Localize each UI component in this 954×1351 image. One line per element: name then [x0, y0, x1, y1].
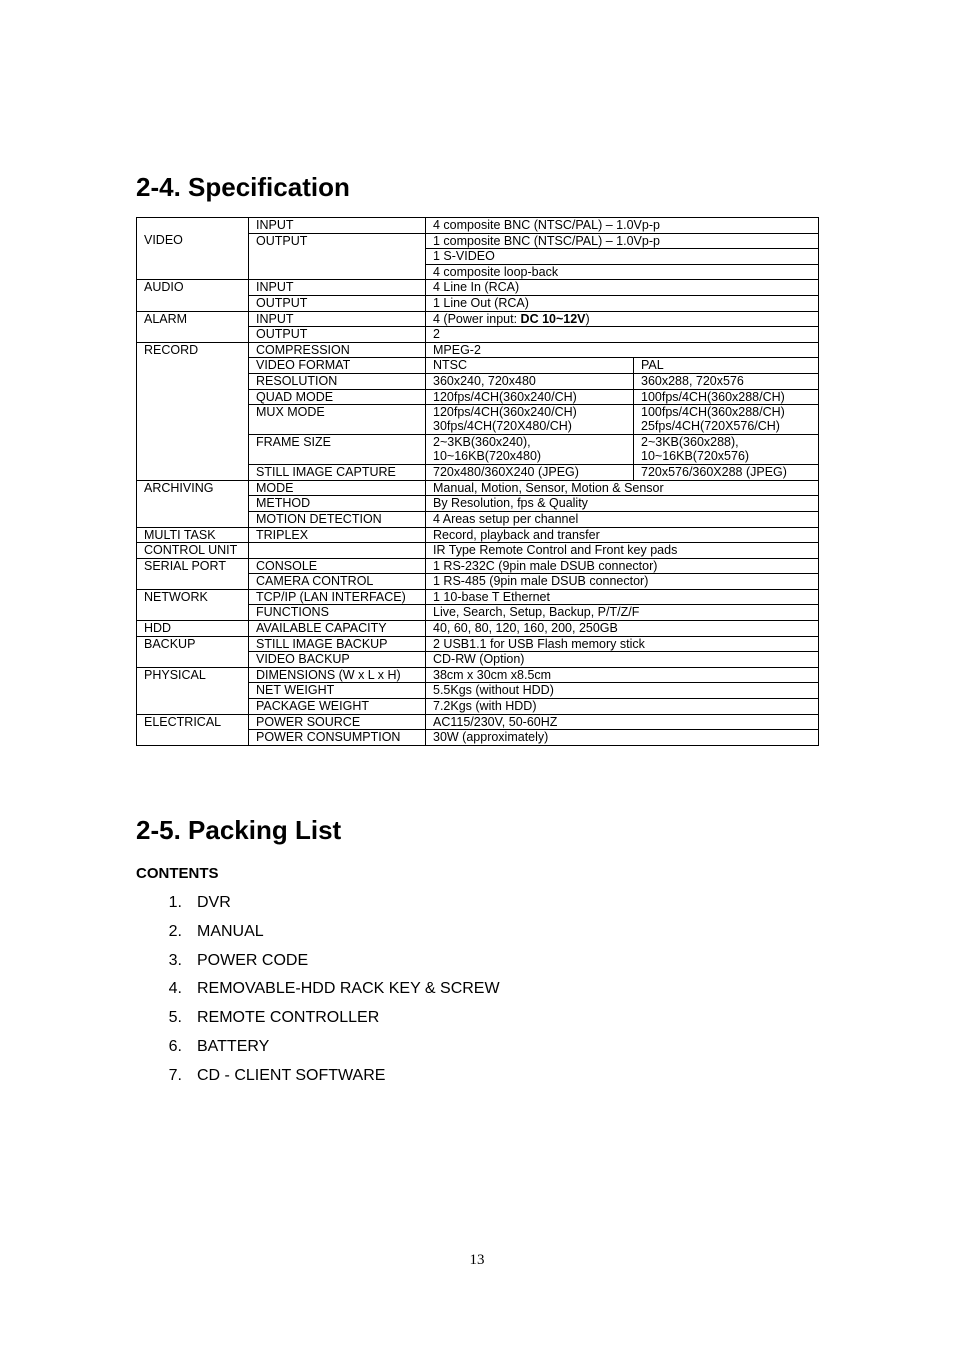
spec-value-line: NTSC	[433, 358, 468, 373]
spec-row	[137, 543, 819, 559]
spec-value-line: 1 10-base T Ethernet	[433, 589, 550, 604]
spec-category	[137, 496, 249, 512]
spec-item: STILL IMAGE BACKUP	[249, 636, 426, 652]
spec-category	[137, 405, 249, 435]
spec-row	[137, 589, 819, 605]
spec-value	[426, 342, 819, 358]
packing-item-text: DVR	[197, 894, 231, 911]
spec-value-line: 360x288, 720x576	[641, 373, 744, 388]
spec-row	[137, 465, 819, 481]
spec-value	[426, 730, 819, 746]
spec-row	[137, 558, 819, 574]
spec-value-line: 1 S-VIDEO	[433, 249, 495, 264]
spec-item: MUX MODE	[249, 405, 426, 435]
page-number: 13	[469, 1252, 485, 1268]
spec-value-line: 30fps/4CH(720X480/CH)	[433, 419, 572, 434]
spec-category: AUDIO	[137, 280, 249, 296]
spec-row	[137, 218, 819, 234]
spec-value-line: Live, Search, Setup, Backup, P/T/Z/F	[433, 605, 640, 620]
spec-row	[137, 327, 819, 343]
spec-value-text: )	[585, 311, 590, 326]
spec-value-line: IR Type Remote Control and Front key pads	[433, 543, 678, 558]
spec-item: OUTPUT	[249, 233, 426, 249]
spec-row	[137, 699, 819, 715]
spec-category	[137, 730, 249, 746]
spec-value-line: By Resolution, fps & Quality	[433, 496, 588, 511]
spec-item	[249, 249, 426, 265]
spec-category	[137, 249, 249, 265]
specification-table	[136, 217, 819, 746]
spec-category	[137, 605, 249, 621]
spec-row	[137, 636, 819, 652]
spec-value	[426, 558, 819, 574]
spec-category: CONTROL UNIT	[137, 543, 249, 559]
spec-value-line: 360x240, 720x480	[433, 373, 536, 388]
spec-item: MOTION DETECTION	[249, 511, 426, 527]
spec-item: TCP/IP (LAN INTERFACE)	[249, 589, 426, 605]
spec-category: HDD	[137, 621, 249, 637]
spec-value	[426, 621, 819, 637]
spec-category	[137, 218, 249, 234]
spec-category	[137, 358, 249, 374]
spec-item: PACKAGE WEIGHT	[249, 699, 426, 715]
spec-value	[426, 249, 819, 265]
spec-value-line: 4 Areas setup per channel	[433, 511, 579, 526]
spec-item: CAMERA CONTROL	[249, 574, 426, 590]
spec-category	[137, 295, 249, 311]
spec-value-line: 2 USB1.1 for USB Flash memory stick	[433, 636, 645, 651]
spec-value-line: 4 composite loop-back	[433, 264, 559, 279]
packing-item-number: 4.	[168, 980, 182, 998]
spec-category	[137, 511, 249, 527]
spec-category: ARCHIVING	[137, 480, 249, 496]
spec-value-line: Record, playback and transfer	[433, 527, 600, 542]
spec-value	[426, 543, 819, 559]
spec-row	[137, 342, 819, 358]
packing-item-number: 2.	[168, 922, 182, 940]
spec-item: NET WEIGHT	[249, 683, 426, 699]
spec-category	[137, 264, 249, 280]
spec-category	[137, 652, 249, 668]
spec-value-line: 7.2Kgs (with HDD)	[433, 699, 537, 714]
spec-category	[137, 699, 249, 715]
spec-value-line: 2	[433, 327, 440, 342]
spec-value-line: 1 RS-485 (9pin male DSUB connector)	[433, 574, 649, 589]
spec-value	[426, 465, 634, 481]
spec-value-line: 2~3KB(360x240),	[433, 435, 531, 450]
spec-item: FUNCTIONS	[249, 605, 426, 621]
spec-value-pal	[634, 465, 819, 481]
spec-value-line: 2~3KB(360x288),	[641, 435, 739, 450]
spec-value-bold: DC 10~12V	[520, 311, 586, 326]
spec-value	[426, 605, 819, 621]
spec-value-line: 100fps/4CH(360x288/CH)	[641, 389, 785, 404]
packing-item-text: CD - CLIENT SOFTWARE	[197, 1066, 386, 1084]
spec-value-line: 1 composite BNC (NTSC/PAL) – 1.0Vp-p	[433, 233, 660, 248]
spec-value-line: 1 RS-232C (9pin male DSUB connector)	[433, 558, 658, 573]
spec-value	[426, 389, 634, 405]
spec-value-pal	[634, 373, 819, 389]
spec-value-line: 4 Line In (RCA)	[433, 280, 520, 295]
packing-section-title: 2-5. Packing List	[136, 815, 342, 845]
spec-value-line: PAL	[641, 358, 664, 373]
spec-category: VIDEO	[137, 233, 249, 249]
spec-value-line: 10~16KB(720x576)	[641, 449, 750, 464]
spec-value-text: 4 (Power input:	[433, 311, 521, 326]
spec-row	[137, 389, 819, 405]
spec-item: CONSOLE	[249, 558, 426, 574]
spec-value-pal	[634, 358, 819, 374]
spec-value-pal	[634, 435, 819, 465]
spec-row	[137, 358, 819, 374]
spec-value-line: 120fps/4CH(360x240/CH)	[433, 389, 577, 404]
spec-item: AVAILABLE CAPACITY	[249, 621, 426, 637]
spec-value	[426, 667, 819, 683]
spec-item	[249, 264, 426, 280]
spec-value-line: 100fps/4CH(360x288/CH)	[641, 405, 785, 420]
spec-row	[137, 511, 819, 527]
packing-item-text: REMOTE CONTROLLER	[197, 1009, 380, 1027]
spec-value	[426, 699, 819, 715]
spec-item: POWER SOURCE	[249, 714, 426, 730]
spec-value	[426, 636, 819, 652]
spec-value-line: 40, 60, 80, 120, 160, 200, 250GB	[433, 621, 618, 636]
spec-value	[426, 527, 819, 543]
spec-row	[137, 373, 819, 389]
packing-item-text: POWER CODE	[197, 951, 309, 969]
spec-item: RESOLUTION	[249, 373, 426, 389]
spec-value-line: 4 composite BNC (NTSC/PAL) – 1.0Vp-p	[433, 218, 660, 232]
spec-category	[137, 465, 249, 481]
spec-row	[137, 435, 819, 465]
spec-value	[426, 280, 819, 296]
spec-value	[426, 327, 819, 343]
spec-item: INPUT	[249, 218, 426, 234]
packing-item-text: MANUAL	[197, 922, 264, 940]
spec-item: VIDEO BACKUP	[249, 652, 426, 668]
spec-category: RECORD	[137, 342, 249, 358]
spec-category: MULTI TASK	[137, 527, 249, 543]
spec-row	[137, 621, 819, 637]
spec-category	[137, 683, 249, 699]
spec-value-line: AC115/230V, 50-60HZ	[433, 714, 558, 729]
spec-value-line: 38cm x 30cm x8.5cm	[433, 667, 552, 682]
spec-value	[426, 589, 819, 605]
spec-item: METHOD	[249, 496, 426, 512]
spec-value	[426, 714, 819, 730]
spec-item: TRIPLEX	[249, 527, 426, 543]
spec-category: SERIAL PORT	[137, 558, 249, 574]
spec-value-line: 5.5Kgs (without HDD)	[433, 683, 554, 698]
spec-row	[137, 683, 819, 699]
spec-value-line: Manual, Motion, Sensor, Motion & Sensor	[433, 480, 664, 495]
spec-item	[249, 543, 426, 559]
spec-value	[426, 496, 819, 512]
spec-section-title: 2-4. Specification	[136, 172, 350, 202]
packing-item-text: REMOVABLE-HDD RACK KEY & SCREW	[197, 980, 500, 998]
spec-value	[426, 480, 819, 496]
spec-category	[137, 574, 249, 590]
spec-item: INPUT	[249, 280, 426, 296]
spec-item: POWER CONSUMPTION	[249, 730, 426, 746]
spec-value-line: 120fps/4CH(360x240/CH)	[433, 405, 577, 420]
spec-value-pal	[634, 389, 819, 405]
spec-item: MODE	[249, 480, 426, 496]
spec-category	[137, 373, 249, 389]
spec-row	[137, 480, 819, 496]
spec-value-line: 1 Line Out (RCA)	[433, 295, 529, 310]
spec-value-pal	[634, 405, 819, 435]
spec-category	[137, 327, 249, 343]
spec-item: INPUT	[249, 311, 426, 327]
spec-value	[426, 435, 634, 465]
spec-value	[426, 218, 819, 234]
spec-value-line: 10~16KB(720x480)	[433, 449, 542, 464]
spec-value	[426, 511, 819, 527]
spec-category: ALARM	[137, 311, 249, 327]
spec-item: DIMENSIONS (W x L x H)	[249, 667, 426, 683]
spec-value	[426, 373, 634, 389]
spec-value	[426, 358, 634, 374]
spec-value	[426, 264, 819, 280]
spec-row	[137, 280, 819, 296]
spec-row	[137, 527, 819, 543]
spec-category: ELECTRICAL	[137, 714, 249, 730]
packing-item-number: 3.	[168, 951, 182, 969]
spec-row	[137, 667, 819, 683]
spec-item: OUTPUT	[249, 327, 426, 343]
spec-category: BACKUP	[137, 636, 249, 652]
spec-row	[137, 405, 819, 435]
spec-row	[137, 295, 819, 311]
packing-item-number: 7.	[168, 1066, 182, 1084]
spec-row	[137, 574, 819, 590]
packing-item-text: BATTERY	[197, 1037, 270, 1055]
spec-value	[426, 295, 819, 311]
packing-item-number: 1.	[168, 894, 182, 911]
spec-value	[426, 233, 819, 249]
spec-category	[137, 389, 249, 405]
spec-value-line: MPEG-2	[433, 342, 481, 357]
spec-value	[426, 652, 819, 668]
spec-value-line: 720x480/360X240 (JPEG)	[433, 465, 579, 480]
contents-label: CONTENTS	[136, 865, 219, 882]
spec-value	[426, 311, 819, 327]
spec-row	[137, 714, 819, 730]
spec-value	[426, 574, 819, 590]
spec-row	[137, 264, 819, 280]
spec-category: NETWORK	[137, 589, 249, 605]
spec-value-line: 25fps/4CH(720X576/CH)	[641, 419, 780, 434]
spec-category: PHYSICAL	[137, 667, 249, 683]
spec-item: COMPRESSION	[249, 342, 426, 358]
spec-value	[426, 683, 819, 699]
spec-value-line: 720x576/360X288 (JPEG)	[641, 465, 787, 480]
packing-item-number: 5.	[168, 1009, 182, 1027]
spec-item: FRAME SIZE	[249, 435, 426, 465]
spec-item: VIDEO FORMAT	[249, 358, 426, 374]
spec-item: QUAD MODE	[249, 389, 426, 405]
spec-row	[137, 605, 819, 621]
spec-row	[137, 233, 819, 249]
spec-category	[137, 435, 249, 465]
spec-row	[137, 652, 819, 668]
spec-row	[137, 730, 819, 746]
spec-row	[137, 311, 819, 327]
spec-value-line: CD-RW (Option)	[433, 652, 525, 667]
packing-item-number: 6.	[168, 1037, 182, 1055]
spec-row	[137, 496, 819, 512]
spec-item: OUTPUT	[249, 295, 426, 311]
spec-row	[137, 249, 819, 265]
spec-value-line: 30W (approximately)	[433, 730, 549, 745]
spec-value	[426, 405, 634, 435]
spec-item: STILL IMAGE CAPTURE	[249, 465, 426, 481]
